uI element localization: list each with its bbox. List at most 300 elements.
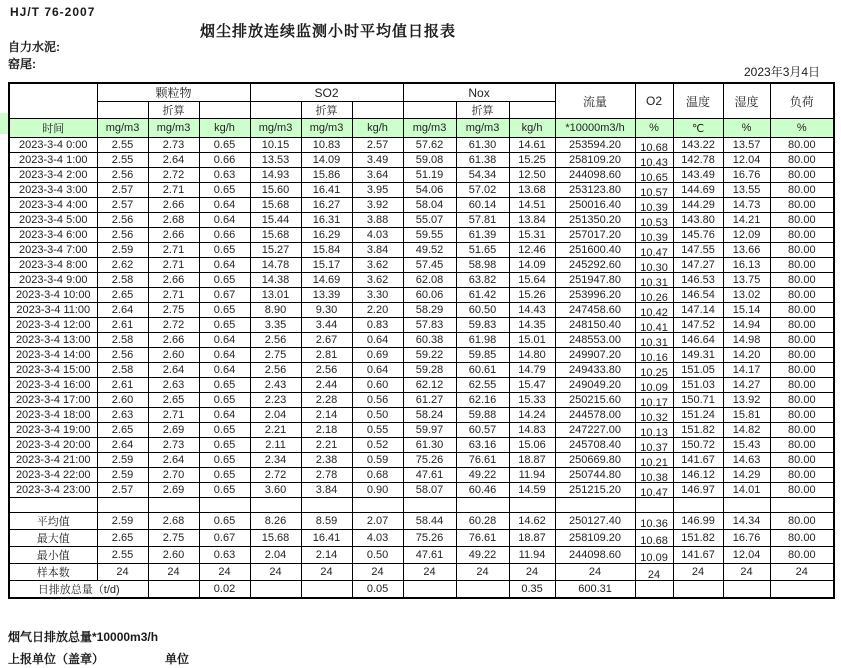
value-cell: 2.56	[250, 363, 301, 378]
summary-value-cell: 80.00	[770, 547, 834, 564]
blank-cell	[301, 498, 352, 513]
summary-value-cell: 141.67	[673, 547, 723, 564]
value-cell: 15.25	[509, 153, 555, 168]
value-cell: 76.61	[456, 453, 509, 468]
value-cell: 60.61	[456, 363, 509, 378]
value-cell: 2.18	[301, 423, 352, 438]
value-cell: 2.64	[148, 363, 199, 378]
value-cell: 61.30	[456, 138, 509, 153]
value-cell: 15.14	[723, 303, 770, 318]
value-cell: 13.53	[250, 153, 301, 168]
value-cell: 253123.80	[555, 183, 635, 198]
summary-value-cell: 2.14	[301, 547, 352, 564]
o2-value: 10.21	[640, 457, 668, 468]
hour-row	[9, 153, 834, 168]
value-cell: 151.24	[673, 408, 723, 423]
value-cell	[635, 168, 673, 183]
group-temperature: 温度	[673, 83, 723, 119]
value-cell: 2.75	[148, 303, 199, 318]
group-so2: SO2	[250, 83, 403, 102]
hour-row	[9, 258, 834, 273]
daily-total-cell	[301, 581, 352, 599]
summary-value-cell	[635, 564, 673, 581]
blank-cell	[403, 102, 456, 119]
group-header-row	[9, 83, 834, 102]
blank-cell	[250, 102, 301, 119]
value-cell: 80.00	[770, 438, 834, 453]
value-cell: 2.23	[250, 393, 301, 408]
value-cell	[635, 288, 673, 303]
unit-cell: mg/m3	[250, 119, 301, 138]
value-cell: 2.72	[250, 468, 301, 483]
value-cell: 80.00	[770, 198, 834, 213]
value-cell: 14.43	[509, 303, 555, 318]
value-cell: 16.13	[723, 258, 770, 273]
blank-cell	[770, 498, 834, 513]
value-cell: 57.83	[403, 318, 456, 333]
value-cell: 62.12	[403, 378, 456, 393]
time-cell: 2023-3-4 2:00	[9, 168, 97, 183]
value-cell: 0.65	[199, 423, 250, 438]
daily-total-cell	[770, 581, 834, 599]
daily-total-cell: 0.35	[509, 581, 555, 599]
value-cell: 59.85	[456, 348, 509, 363]
daily-total-cell	[723, 581, 770, 599]
value-cell: 0.65	[199, 183, 250, 198]
summary-value-cell: 15.68	[250, 530, 301, 547]
summary-value-cell: 24	[403, 564, 456, 581]
o2-value: 10.65	[640, 172, 668, 183]
value-cell: 9.30	[301, 303, 352, 318]
value-cell: 2.56	[97, 213, 148, 228]
value-cell: 13.55	[723, 183, 770, 198]
summary-value-cell: 16.41	[301, 530, 352, 547]
value-cell: 58.07	[403, 483, 456, 498]
report-date: 2023年3月4日	[744, 65, 821, 79]
so2-converted-label: 折算	[301, 102, 352, 119]
value-cell: 251600.40	[555, 243, 635, 258]
value-cell: 80.00	[770, 138, 834, 153]
value-cell: 141.67	[673, 453, 723, 468]
value-cell: 80.00	[770, 273, 834, 288]
value-cell: 49.52	[403, 243, 456, 258]
o2-value: 10.53	[640, 217, 668, 228]
summary-label: 平均值	[9, 513, 97, 530]
group-pm: 颗粒物	[97, 83, 250, 102]
summary-value-cell	[635, 530, 673, 547]
time-cell: 2023-3-4 10:00	[9, 288, 97, 303]
value-cell: 80.00	[770, 243, 834, 258]
value-cell: 80.00	[770, 288, 834, 303]
value-cell: 13.57	[723, 138, 770, 153]
summary-value-cell: 24	[301, 564, 352, 581]
value-cell	[635, 138, 673, 153]
hour-row	[9, 333, 834, 348]
value-cell: 2.64	[97, 303, 148, 318]
value-cell: 0.50	[352, 408, 403, 423]
value-cell: 14.01	[723, 483, 770, 498]
value-cell: 0.66	[199, 228, 250, 243]
flue-gas-total-note: 烟气日排放总量*10000m3/h	[8, 630, 159, 644]
time-cell: 2023-3-4 3:00	[9, 183, 97, 198]
value-cell: 2.65	[97, 423, 148, 438]
o2-value: 10.39	[640, 202, 668, 213]
summary-value-cell: 12.04	[723, 547, 770, 564]
time-cell: 2023-3-4 14:00	[9, 348, 97, 363]
summary-value-cell	[635, 547, 673, 564]
value-cell: 3.49	[352, 153, 403, 168]
time-cell: 2023-3-4 4:00	[9, 198, 97, 213]
value-cell: 2.81	[301, 348, 352, 363]
value-cell: 146.64	[673, 333, 723, 348]
o2-value: 10.47	[640, 247, 668, 258]
time-cell: 2023-3-4 18:00	[9, 408, 97, 423]
value-cell: 51.19	[403, 168, 456, 183]
o2-value: 10.25	[640, 367, 668, 378]
blank-cell	[555, 498, 635, 513]
summary-value-cell: 80.00	[770, 513, 834, 530]
table-header	[9, 83, 834, 138]
value-cell: 248150.40	[555, 318, 635, 333]
value-cell: 145.76	[673, 228, 723, 243]
value-cell: 253996.20	[555, 288, 635, 303]
value-cell: 250016.40	[555, 198, 635, 213]
value-cell: 3.92	[352, 198, 403, 213]
value-cell: 15.47	[509, 378, 555, 393]
hour-row	[9, 273, 834, 288]
value-cell	[635, 183, 673, 198]
o2-value: 10.41	[640, 322, 668, 333]
value-cell: 150.72	[673, 438, 723, 453]
value-cell: 49.22	[456, 468, 509, 483]
time-cell: 2023-3-4 13:00	[9, 333, 97, 348]
unit-cell: %	[635, 119, 673, 138]
o2-value: 24	[647, 569, 661, 581]
value-cell: 16.41	[301, 183, 352, 198]
time-cell: 2023-3-4 11:00	[9, 303, 97, 318]
value-cell: 62.55	[456, 378, 509, 393]
blank-cell	[250, 498, 301, 513]
value-cell: 2.55	[97, 153, 148, 168]
summary-value-cell: 58.44	[403, 513, 456, 530]
summary-value-cell: 0.67	[199, 530, 250, 547]
value-cell: 80.00	[770, 258, 834, 273]
o2-value: 10.32	[640, 412, 668, 423]
value-cell: 2.60	[97, 393, 148, 408]
time-cell: 2023-3-4 7:00	[9, 243, 97, 258]
value-cell: 57.81	[456, 213, 509, 228]
value-cell: 80.00	[770, 318, 834, 333]
pm-converted-label: 折算	[148, 102, 199, 119]
value-cell: 2.73	[148, 138, 199, 153]
value-cell: 2.34	[250, 453, 301, 468]
group-flow: 流量	[555, 83, 635, 119]
value-cell: 75.26	[403, 453, 456, 468]
value-cell: 2.70	[148, 468, 199, 483]
value-cell: 2.60	[148, 348, 199, 363]
o2-value: 10.68	[640, 142, 668, 153]
summary-row	[9, 564, 834, 581]
value-cell: 2.65	[148, 393, 199, 408]
value-cell: 62.08	[403, 273, 456, 288]
o2-value: 10.31	[640, 337, 668, 348]
hour-row	[9, 303, 834, 318]
corner-cell	[9, 83, 97, 119]
summary-value-cell: 24	[199, 564, 250, 581]
value-cell: 60.38	[403, 333, 456, 348]
value-cell: 250744.80	[555, 468, 635, 483]
time-cell: 2023-3-4 16:00	[9, 378, 97, 393]
value-cell: 244578.00	[555, 408, 635, 423]
value-cell: 57.62	[403, 138, 456, 153]
hour-row	[9, 213, 834, 228]
value-cell: 2.72	[148, 318, 199, 333]
o2-value: 10.17	[640, 397, 668, 408]
value-cell	[635, 153, 673, 168]
value-cell	[635, 348, 673, 363]
value-cell: 143.49	[673, 168, 723, 183]
value-cell: 2.57	[352, 138, 403, 153]
o2-value: 10.68	[640, 535, 668, 547]
value-cell: 2.63	[148, 378, 199, 393]
summary-value-cell: 24	[97, 564, 148, 581]
value-cell: 14.93	[250, 168, 301, 183]
blank-cell	[9, 498, 97, 513]
value-cell: 14.73	[723, 198, 770, 213]
time-cell: 2023-3-4 22:00	[9, 468, 97, 483]
summary-value-cell: 8.26	[250, 513, 301, 530]
daily-total-cell	[148, 581, 199, 599]
value-cell: 0.65	[199, 438, 250, 453]
summary-value-cell: 14.34	[723, 513, 770, 530]
value-cell: 14.82	[723, 423, 770, 438]
value-cell: 60.50	[456, 303, 509, 318]
value-cell: 0.52	[352, 438, 403, 453]
kiln-location-label: 窑尾:	[8, 57, 36, 71]
blank-cell	[199, 102, 250, 119]
value-cell: 14.20	[723, 348, 770, 363]
value-cell: 251350.20	[555, 213, 635, 228]
value-cell: 2.69	[148, 423, 199, 438]
daily-total-cell: 0.05	[352, 581, 403, 599]
value-cell: 15.44	[250, 213, 301, 228]
value-cell: 0.65	[199, 303, 250, 318]
value-cell: 80.00	[770, 483, 834, 498]
value-cell: 18.87	[509, 453, 555, 468]
hour-row	[9, 288, 834, 303]
time-cell: 2023-3-4 5:00	[9, 213, 97, 228]
value-cell: 249907.20	[555, 348, 635, 363]
value-cell	[635, 363, 673, 378]
value-cell: 15.43	[723, 438, 770, 453]
o2-value: 10.30	[640, 262, 668, 273]
value-cell: 14.83	[509, 423, 555, 438]
company-label: 自力水泥:	[8, 40, 60, 54]
value-cell: 80.00	[770, 168, 834, 183]
value-cell: 14.59	[509, 483, 555, 498]
summary-value-cell: 250127.40	[555, 513, 635, 530]
hour-row	[9, 183, 834, 198]
summary-value-cell: 24	[250, 564, 301, 581]
hour-row	[9, 348, 834, 363]
value-cell: 2.67	[301, 333, 352, 348]
value-cell: 0.64	[199, 408, 250, 423]
summary-value-cell: 24	[673, 564, 723, 581]
value-cell: 3.44	[301, 318, 352, 333]
monitoring-table	[8, 82, 835, 599]
summary-value-cell: 146.99	[673, 513, 723, 530]
hour-row	[9, 378, 834, 393]
value-cell: 2.64	[148, 153, 199, 168]
value-cell: 58.04	[403, 198, 456, 213]
value-cell: 0.65	[199, 393, 250, 408]
value-cell: 0.90	[352, 483, 403, 498]
value-cell: 58.29	[403, 303, 456, 318]
value-cell: 245708.40	[555, 438, 635, 453]
unit-cell: %	[723, 119, 770, 138]
value-cell: 2.68	[148, 213, 199, 228]
value-cell: 0.64	[199, 333, 250, 348]
summary-value-cell: 47.61	[403, 547, 456, 564]
value-cell: 2.66	[148, 273, 199, 288]
o2-value: 10.09	[640, 552, 668, 564]
value-cell: 14.38	[250, 273, 301, 288]
blank-cell	[352, 102, 403, 119]
value-cell: 2.14	[301, 408, 352, 423]
value-cell: 55.07	[403, 213, 456, 228]
hour-row	[9, 408, 834, 423]
value-cell: 2.56	[97, 168, 148, 183]
summary-row	[9, 513, 834, 530]
o2-value: 10.43	[640, 157, 668, 168]
summary-value-cell: 76.61	[456, 530, 509, 547]
summary-value-cell: 80.00	[770, 530, 834, 547]
time-cell: 2023-3-4 15:00	[9, 363, 97, 378]
value-cell	[635, 423, 673, 438]
hour-row	[9, 438, 834, 453]
value-cell: 258109.20	[555, 153, 635, 168]
value-cell: 0.64	[352, 363, 403, 378]
hour-row	[9, 243, 834, 258]
value-cell: 2.64	[97, 438, 148, 453]
unit-cell: mg/m3	[456, 119, 509, 138]
hour-row	[9, 423, 834, 438]
value-cell: 0.59	[352, 453, 403, 468]
time-column-header: 时间	[9, 119, 97, 138]
value-cell: 60.14	[456, 198, 509, 213]
time-cell: 2023-3-4 8:00	[9, 258, 97, 273]
value-cell: 2.66	[148, 333, 199, 348]
value-cell: 59.28	[403, 363, 456, 378]
value-cell: 2.56	[250, 333, 301, 348]
value-cell: 61.38	[456, 153, 509, 168]
value-cell: 80.00	[770, 378, 834, 393]
value-cell: 143.22	[673, 138, 723, 153]
unit-label: 单位	[165, 652, 190, 666]
summary-value-cell: 2.60	[148, 547, 199, 564]
value-cell: 251947.80	[555, 273, 635, 288]
value-cell: 146.97	[673, 483, 723, 498]
value-cell: 57.45	[403, 258, 456, 273]
value-cell: 151.05	[673, 363, 723, 378]
value-cell: 13.92	[723, 393, 770, 408]
summary-value-cell: 0.65	[199, 513, 250, 530]
blank-cell	[723, 498, 770, 513]
value-cell: 0.64	[199, 348, 250, 363]
value-cell: 2.64	[148, 453, 199, 468]
value-cell: 14.94	[723, 318, 770, 333]
value-cell: 0.83	[352, 318, 403, 333]
value-cell: 147.55	[673, 243, 723, 258]
value-cell	[635, 228, 673, 243]
summary-value-cell: 0.63	[199, 547, 250, 564]
value-cell: 16.76	[723, 168, 770, 183]
summary-value-cell: 24	[352, 564, 403, 581]
value-cell: 244098.60	[555, 168, 635, 183]
blank-cell	[97, 498, 148, 513]
summary-value-cell: 2.65	[97, 530, 148, 547]
summary-value-cell: 14.62	[509, 513, 555, 530]
nox-converted-label: 折算	[456, 102, 509, 119]
value-cell: 0.65	[199, 483, 250, 498]
value-cell: 2.69	[148, 483, 199, 498]
daily-total-cell	[456, 581, 509, 599]
o2-value: 10.09	[640, 382, 668, 393]
value-cell: 151.82	[673, 423, 723, 438]
value-cell: 14.80	[509, 348, 555, 363]
value-cell	[635, 303, 673, 318]
value-cell	[635, 213, 673, 228]
summary-value-cell: 24	[456, 564, 509, 581]
summary-value-cell: 258109.20	[555, 530, 635, 547]
value-cell: 61.27	[403, 393, 456, 408]
value-cell: 3.62	[352, 273, 403, 288]
value-cell: 3.60	[250, 483, 301, 498]
value-cell: 0.64	[199, 258, 250, 273]
blank-cell	[509, 102, 555, 119]
value-cell: 2.61	[97, 378, 148, 393]
value-cell: 3.88	[352, 213, 403, 228]
value-cell: 3.95	[352, 183, 403, 198]
value-cell: 0.63	[199, 168, 250, 183]
value-cell: 59.22	[403, 348, 456, 363]
value-cell: 51.65	[456, 243, 509, 258]
time-cell: 2023-3-4 9:00	[9, 273, 97, 288]
value-cell: 0.65	[199, 273, 250, 288]
summary-value-cell: 2.04	[250, 547, 301, 564]
value-cell: 61.42	[456, 288, 509, 303]
daily-total-cell	[635, 581, 673, 599]
value-cell: 14.51	[509, 198, 555, 213]
value-cell: 59.08	[403, 153, 456, 168]
value-cell: 249433.80	[555, 363, 635, 378]
hour-row	[9, 138, 834, 153]
value-cell: 253594.20	[555, 138, 635, 153]
value-cell: 2.21	[250, 423, 301, 438]
value-cell: 2.55	[97, 138, 148, 153]
unit-cell: kg/h	[199, 119, 250, 138]
reporting-unit-label: 上报单位（盖章）	[8, 652, 105, 666]
value-cell: 0.69	[352, 348, 403, 363]
value-cell: 63.82	[456, 273, 509, 288]
value-cell: 58.24	[403, 408, 456, 423]
value-cell: 2.58	[97, 333, 148, 348]
value-cell: 2.58	[97, 363, 148, 378]
summary-value-cell: 60.28	[456, 513, 509, 530]
summary-row	[9, 547, 834, 564]
summary-value-cell: 24	[770, 564, 834, 581]
value-cell: 146.12	[673, 468, 723, 483]
